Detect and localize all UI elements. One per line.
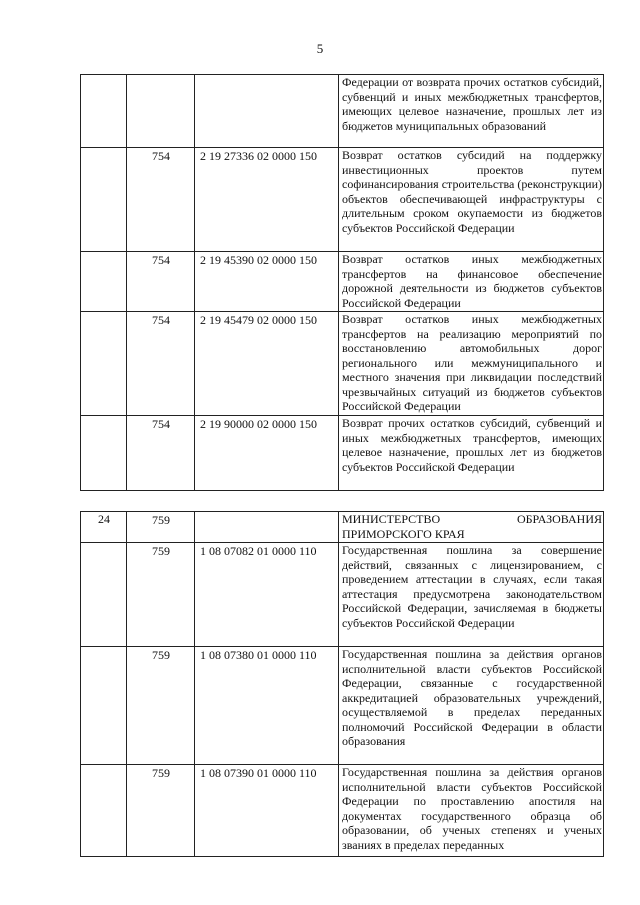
revenue-name-cell: Государственная пошлина за действия органов исполнительной власти субъектов Российской Федерации по проставлению апостиля на документах государственного образца об образовании, об ученых степенях и ученых званиях в пределах переданных (339, 765, 604, 857)
row-number-cell (81, 416, 127, 491)
row-number-cell (81, 312, 127, 416)
revenue-codes-table-1 (80, 74, 604, 491)
row-number-cell (81, 765, 127, 857)
budget-code-cell: 2 19 90000 02 0000 150 (195, 416, 339, 491)
revenue-name-cell: Федерации от возврата прочих остатков субсидий, субвенций и иных межбюджетных трансфертов, имеющих целевое назначение, прошлых лет из бюджетов муниципальных образований (339, 75, 604, 148)
row-number-cell (81, 252, 127, 312)
revenue-name-cell: Возврат остатков иных межбюджетных трансфертов на реализацию мероприятий по восстановлению автомобильных дорог регионального или межмуниципального и местного значения при ликвидации последствий чрезвычайных ситуаций из бюджетов субъектов Российской Федерации (339, 312, 604, 416)
page-number: 5 (316, 41, 324, 56)
admin-code-cell: 754 (127, 148, 195, 252)
budget-code-cell: 1 08 07082 01 0000 110 (195, 543, 339, 647)
row-number-cell (81, 647, 127, 765)
admin-code-cell: 754 (127, 416, 195, 491)
revenue-name-cell: Возврат остатков иных межбюджетных трансфертов на финансовое обеспечение дорожной деятельности из бюджетов субъектов Российской Федерации (339, 252, 604, 312)
table-row (81, 543, 604, 647)
table-row (81, 647, 604, 765)
budget-code-cell: 1 08 07390 01 0000 110 (195, 765, 339, 857)
row-number-cell: 24 (81, 512, 127, 543)
revenue-name-cell: Государственная пошлина за действия органов исполнительной власти субъектов Российской Федерации, связанные с государственной аккредитацией образовательных учреждений, осуществляемой в пределах переданных полномочий Российской Федерации в области образования (339, 647, 604, 765)
row-number-cell (81, 75, 127, 148)
budget-code-cell: 1 08 07380 01 0000 110 (195, 647, 339, 765)
admin-code-cell: 754 (127, 252, 195, 312)
table-row (81, 148, 604, 252)
table-row (81, 512, 604, 543)
table-row (81, 252, 604, 312)
budget-code-cell (195, 75, 339, 148)
revenue-codes-table-2 (80, 511, 604, 857)
admin-code-cell: 759 (127, 512, 195, 543)
revenue-name-cell: Возврат остатков субсидий на поддержку инвестиционных проектов путем софинансирования строительства (реконструкции) объектов обеспечивающей инфраструктуры с длительным сроком окупаемости из бюджетов субъектов Российской Федерации (339, 148, 604, 252)
table-row (81, 416, 604, 491)
row-number-cell (81, 148, 127, 252)
table-row (81, 765, 604, 857)
revenue-name-cell: Возврат прочих остатков субсидий, субвенций и иных межбюджетных трансфертов, имеющих целевое назначение, прошлых лет из бюджетов субъектов Российской Федерации (339, 416, 604, 491)
budget-code-cell: 2 19 45479 02 0000 150 (195, 312, 339, 416)
table-row (81, 75, 604, 148)
table-row (81, 312, 604, 416)
budget-code-cell (195, 512, 339, 543)
budget-code-cell: 2 19 27336 02 0000 150 (195, 148, 339, 252)
admin-code-cell: 759 (127, 765, 195, 857)
revenue-name-cell: Государственная пошлина за совершение действий, связанных с лицензированием, с проведением аттестации в случаях, если такая аттестация предусмотрена законодательством Российской Федерации, зачисляемая в бюджеты субъектов Российской Федерации (339, 543, 604, 647)
budget-code-cell: 2 19 45390 02 0000 150 (195, 252, 339, 312)
admin-code-cell: 759 (127, 647, 195, 765)
admin-code-cell (127, 75, 195, 148)
admin-code-cell: 754 (127, 312, 195, 416)
row-number-cell (81, 543, 127, 647)
ministry-heading-cell: МИНИСТЕРСТВО ОБРАЗОВАНИЯ ПРИМОРСКОГО КРАЯ (339, 512, 604, 543)
admin-code-cell: 759 (127, 543, 195, 647)
